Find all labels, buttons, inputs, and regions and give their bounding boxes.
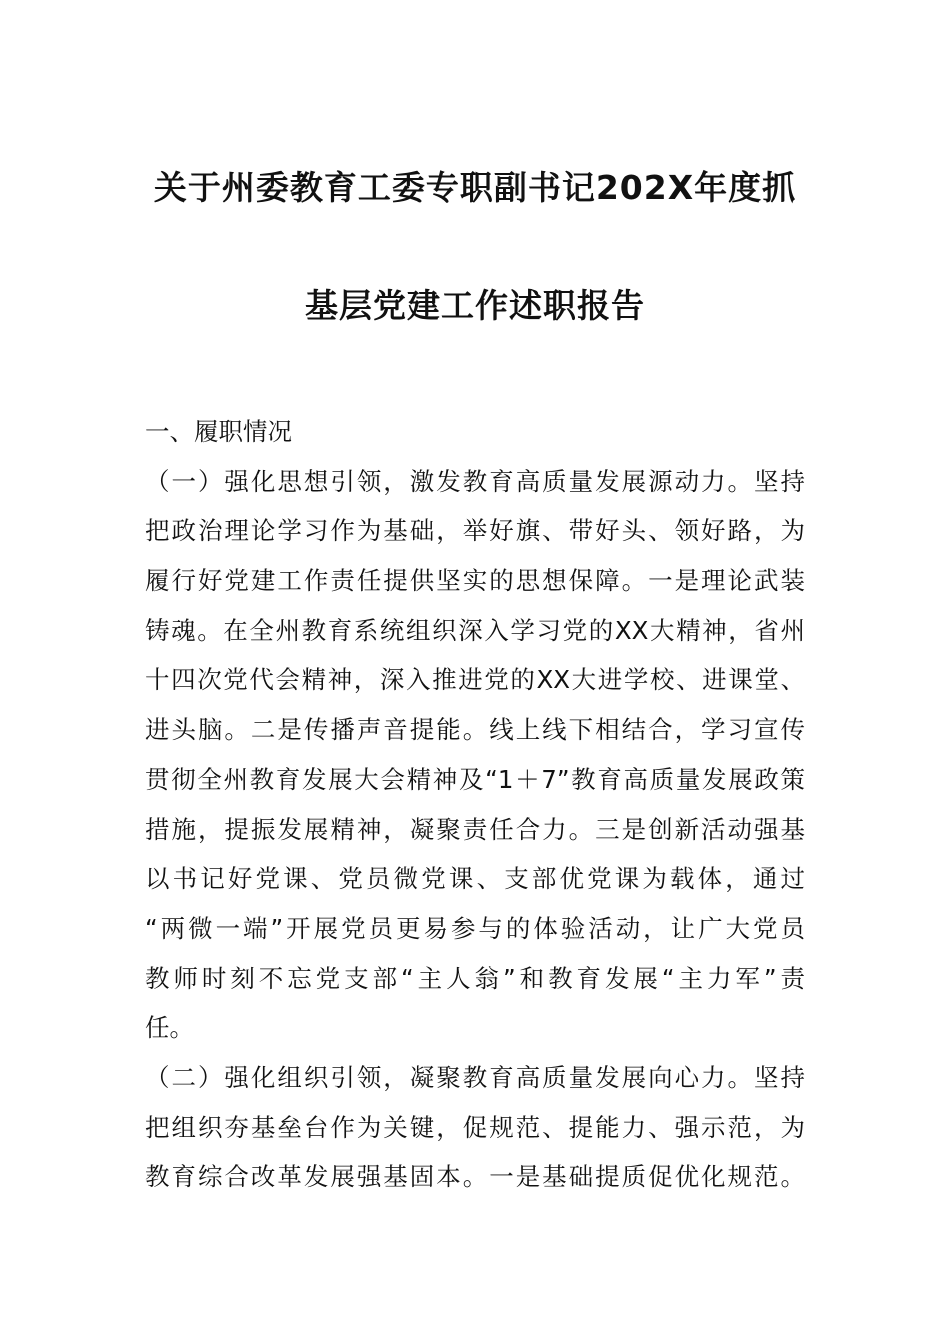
body-text-line: 铸魂。在全州教育系统组织深入学习党的XX大精神，省州 (145, 615, 805, 645)
body-text-line: 教育综合改革发展强基固本。一是基础提质促优化规范。 (145, 1162, 805, 1192)
body-text-line: 进头脑。二是传播声音提能。线上线下相结合，学习宣传 (145, 715, 805, 745)
body-text-line: 十四次党代会精神，深入推进党的XX大进学校、进课堂、 (145, 665, 805, 695)
body-text-line: 贯彻全州教育发展大会精神及“1＋7”教育高质量发展政策 (145, 764, 805, 794)
body-text-line: 任。 (145, 1013, 194, 1043)
section-heading: 一、履职情况 (145, 417, 292, 446)
body-text-line: 教师时刻不忘党支部“主人翁”和教育发展“主力军”责 (145, 963, 805, 993)
document-title-line-1: 关于州委教育工委专职副书记202X年度抓 (153, 168, 797, 207)
body-text-line: 以书记好党课、党员微党课、支部优党课为载体，通过 (145, 864, 805, 894)
body-text-line: 把组织夯基垒台作为关键，促规范、提能力、强示范，为 (145, 1112, 805, 1142)
document-body (145, 407, 805, 1202)
body-text-line: “两微一端”开展党员更易参与的体验活动，让广大党员 (145, 913, 805, 943)
body-text-line: 履行好党建工作责任提供坚实的思想保障。一是理论武装 (145, 566, 805, 596)
body-text-line: （二）强化组织引领，凝聚教育高质量发展向心力。坚持 (145, 1062, 805, 1092)
document-title-line-2: 基层党建工作述职报告 (305, 286, 645, 325)
body-text-line: 措施，提振发展精神，凝聚责任合力。三是创新活动强基 (145, 814, 805, 844)
body-text-line: 把政治理论学习作为基础，举好旗、带好头、领好路，为 (145, 516, 805, 546)
body-text-line: （一）强化思想引领，激发教育高质量发展源动力。坚持 (145, 466, 805, 496)
